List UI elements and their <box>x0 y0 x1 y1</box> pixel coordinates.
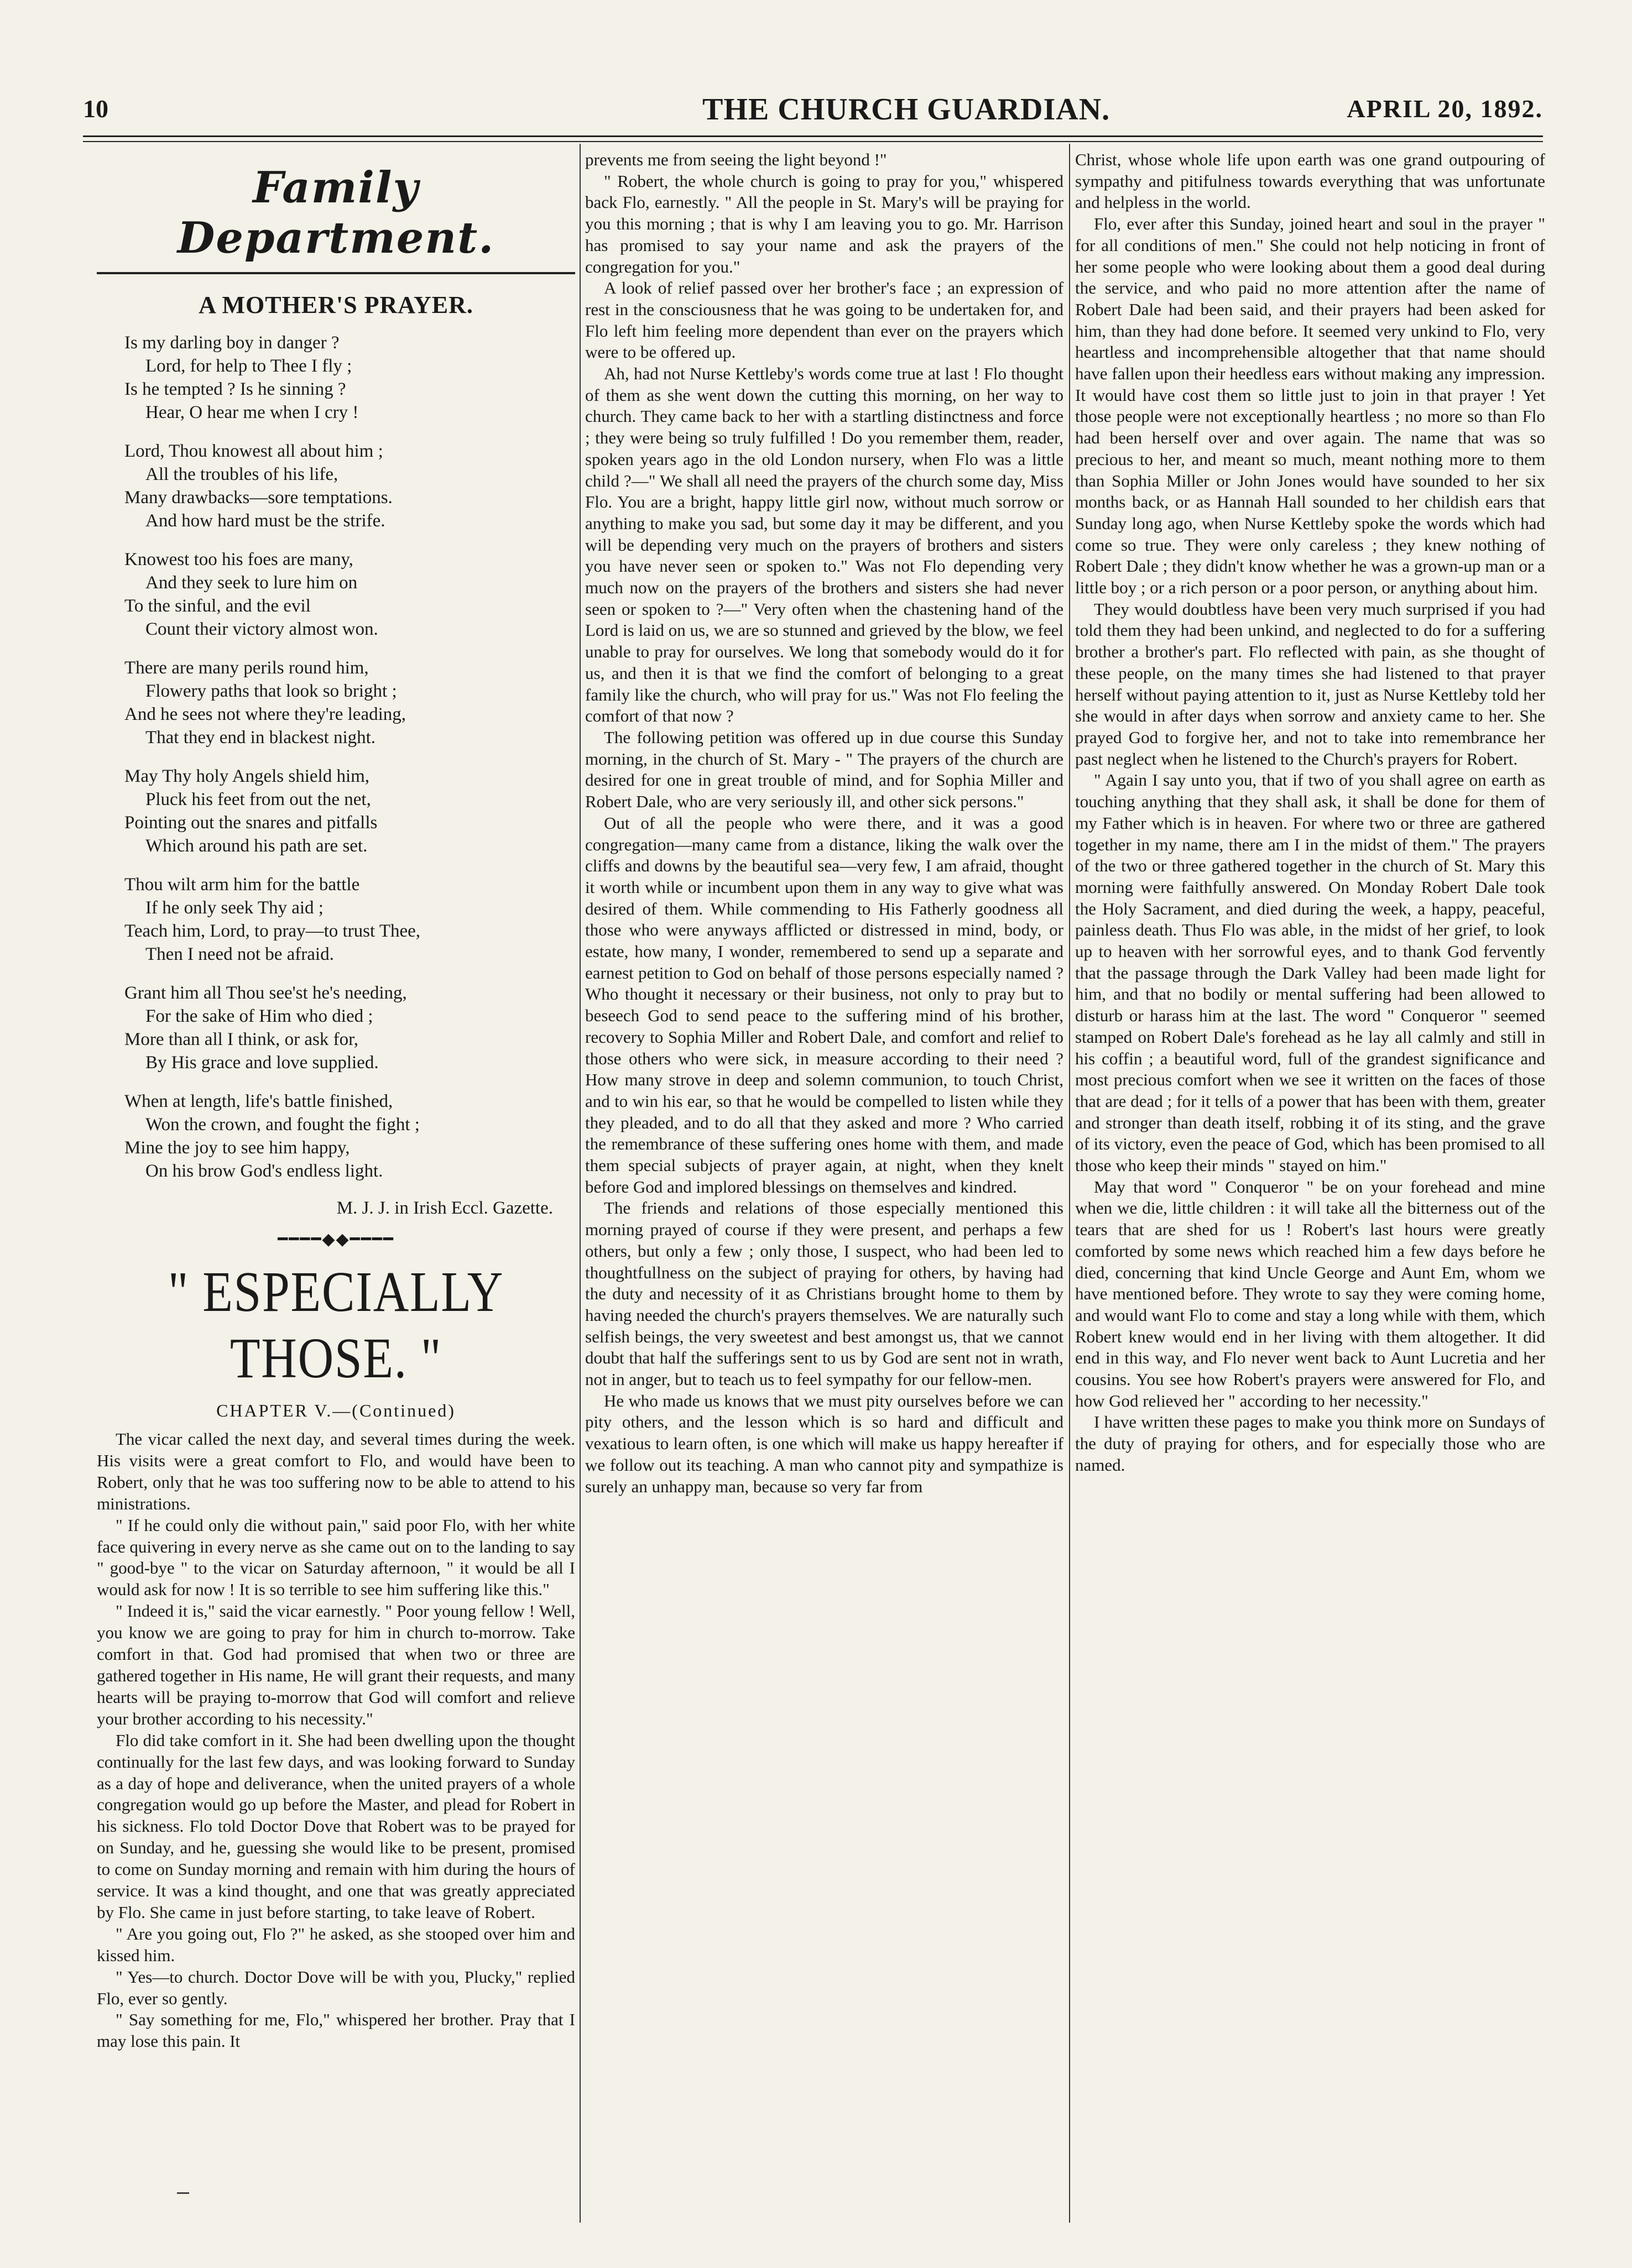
poem-stanza <box>124 331 575 424</box>
poem-stanza <box>124 548 575 641</box>
poem-line: If he only seek Thy aid ; <box>145 898 324 918</box>
poem-body <box>97 331 575 1183</box>
poem-stanza <box>124 440 575 532</box>
poem-line: More than all I think, or ask for, <box>124 1030 358 1049</box>
poem-title: A MOTHER'S PRAYER. <box>199 291 473 318</box>
column-2 <box>585 149 1063 1497</box>
story-paragraph: Ah, had not Nurse Kettleby's words come true at last ! Flo thought of them as she went down the cutting this morning, on her way to church. They came back to her with a startling distinctness and force ; they were being so truly fulfilled ! Do you remember them, reader, spoken years ago in the old London nursery, when Flo was a little child ?—" We shall all need the prayers of the church some day, Miss Flo. You are a bright, happy little girl now, without much sorrow or anything to make you sad, but some day it may be different, and you will be depending very much on the prayers of brothers and sisters you have never seen or spoken to." Was not Flo depending very much now on the prayers of the brothers and sisters she had never seen or spoken to ?—" Very often when the chastening hand of the Lord is laid on us, we are so stunned and grieved by the blow, we feel unable to pray for ourselves. We long that somebody would do it for us, and then it is that we find the comfort of belonging to a great family like the church, who will pray for us." Was not Flo feeling the comfort of that now ? <box>585 364 1063 726</box>
poem-line: Thou wilt arm him for the battle <box>124 875 360 895</box>
story-paragraph: He who made us knows that we must pity ourselves before we can pity others, and the lesson which is so hard and difficult and vexatious to learn often, is one which will make us happy hereafter if we follow out its teaching. A man who cannot pity and sympathize is surely an unhappy man, because so very far from <box>585 1391 1063 1496</box>
story-paragraph: " Again I say unto you, that if two of you shall agree on earth as touching anything that they shall ask, it shall be done for them of my Father which is in heaven. For where two or three are gathered together in my name, there am I in the midst of them." The prayers of the two or three gathered together in the church of St. Mary this morning were faithfully answered. On Monday Robert Dale took the Holy Sacrament, and died during the week, a happy, peaceful, painless death. Thus Flo was able, in the midst of her grief, to look up to heaven with her sorrowful eyes, and to thank God fervently that the passage through the Dark Valley had been made light for him, and that no bodily or mental suffering had been allowed to disturb or harass him at the last. The word " Conqueror " seemed stamped on Robert Dale's forehead as he lay all calmly and still in his coffin ; a beautiful word, full of the grandest significance and most precious comfort when we see it written on the faces of those that are dead ; for it tells of a power that has been with them, greater and stronger than death itself, robbing it of its sting, and the grave of its victory, even the peace of God, which has been promised to all those who keep their minds " stayed on him." <box>1075 770 1545 1175</box>
newspaper-title: THE CHURCH GUARDIAN. <box>702 92 1110 127</box>
poem-line: Which around his path are set. <box>145 836 368 856</box>
poem-line: Grant him all Thou see'st he's needing, <box>124 983 407 1003</box>
story-paragraph: Christ, whose whole life upon earth was one grand outpouring of sympathy and pitifulness towards everything that was unfortunate and helpless in the world. <box>1075 150 1545 212</box>
poem-line: For the sake of Him who died ; <box>145 1006 373 1026</box>
column-3 <box>1075 149 1545 1476</box>
column-1 <box>97 149 575 2052</box>
story-paragraph: " Are you going out, Flo ?" he asked, as she stooped over him and kissed him. <box>97 1924 575 1965</box>
story-paragraph: " Robert, the whole church is going to pray for you," whispered back Flo, earnestly. " All the people in St. Mary's will be praying for you this morning ; that is why I am leaving you to go. Mr. Harrison has promised to say your name and ask the prayers of the congregation for you." <box>585 171 1063 276</box>
story-paragraph: Flo did take comfort in it. She had been dwelling upon the thought continually for the last few days, and was looking forward to Sunday as a day of hope and deliverance, when the united prayers of a whole congregation would go up before the Master, and plead for Robert in his sickness. Flo told Doctor Dove that Robert was to be prayed for on Sunday, and he, guessing she would like to be present, promised to come on Sunday morning and remain with him during the hours of service. It was a kind thought, and one that was greatly appreciated by Flo. She came in just before starting, to take leave of Robert. <box>97 1730 575 1922</box>
poem-stanza <box>124 873 575 966</box>
chapter-heading: CHAPTER V.—(Continued) <box>216 1400 456 1420</box>
poem-line: All the troubles of his life, <box>145 464 338 484</box>
story-paragraph: The vicar called the next day, and several times during the week. His visits were a great comfort to Flo, and would have been to Robert, only that he was too suffering now to be able to attend to his ministrations. <box>97 1429 575 1513</box>
story-paragraph: Flo, ever after this Sunday, joined heart and soul in the prayer " for all conditions of men." She could not help noticing in front of her some people who were looking about them a good deal during the service, and who paid no more attention after the name of Robert Dale had been said, and their prayers had been asked for him, than they had done before. It seemed very unkind to Flo, very heartless and incomprehensible altogether that that name should have fallen upon their heedless ears without making any impression. It would have cost them so little just to join in that prayer ! Yet those people were not exceptionally heartless ; no more so than Flo had been herself over and over again. The name that was so precious to her, and meant so much, meant nothing more to them than Sophia Miller or John Jones would have sounded to her six months back, or as Hannah Hall sounded to her childish ears that Sunday long ago, when Nurse Kettleby spoke the words which had come so true. They were only careless ; they knew nothing of Robert Dale ; they didn't know whether he was a grown-up man or a little boy ; or a rich person or a poor person, or anything about him. <box>1075 214 1545 598</box>
poem-attribution: M. J. J. in Irish Eccl. Gazette. <box>336 1198 553 1218</box>
poem-line: And he sees not where they're leading, <box>124 704 406 724</box>
poem-line: Teach him, Lord, to pray—to trust Thee, <box>124 921 421 941</box>
poem-line: Count their victory almost won. <box>145 619 378 639</box>
poem-line: Flowery paths that look so bright ; <box>145 681 397 701</box>
issue-date: APRIL 20, 1892. <box>1347 95 1543 123</box>
poem-line: On his brow God's endless light. <box>145 1161 383 1181</box>
poem-line: Hear, O hear me when I cry ! <box>145 403 359 422</box>
poem-line: Knowest too his foes are many, <box>124 550 353 569</box>
department-title: Family Department. <box>177 163 495 263</box>
poem-line: That they end in blackest night. <box>145 728 376 748</box>
poem-stanza <box>124 656 575 749</box>
story-paragraph: I have written these pages to make you think more on Sundays of the duty of praying for others, and for especially those who are named. <box>1075 1412 1545 1475</box>
poem-stanza <box>124 981 575 1074</box>
poem-line: When at length, life's battle finished, <box>124 1091 393 1111</box>
column-1-text <box>97 1429 575 2052</box>
poem-line: Is he tempted ? Is he sinning ? <box>124 379 346 399</box>
header-rule-secondary <box>83 141 1543 142</box>
story-paragraph: " Yes—to church. Doctor Dove will be with you, Plucky," replied Flo, ever so gently. <box>97 1967 575 2008</box>
story-paragraph: Out of all the people who were there, and it was a good congregation—many came from a distance, liking the walk over the cliffs and downs by the beautiful sea—very few, I am afraid, thought it worth while or incumbent upon them in any way to give what was desired of them. While commending to His Fatherly goodness all those who were anyways afflicted or distressed in mind, body, or estate, how many, I wonder, remembered to send up a separate and earnest petition to God on behalf of those persons especially named ? Who thought it necessary or their business, not only to pray but to beseech God to send peace to the suffering mind of his brother, recovery to Sophia Miller and Robert Dale, and comfort and relief to those others who were sick, in measure according to their need ? How many strove in deep and solemn communion, to touch Christ, and to win his ear, so that he would be compelled to listen while they they pleaded, and to do all that they asked and more ? Who carried the remembrance of these suffering ones home with them, and made them special subjects of prayer again, at night, when they knelt before God and implored blessings on themselves and kindred. <box>585 813 1063 1196</box>
page-footer-mark <box>177 2192 189 2194</box>
story-paragraph: A look of relief passed over her brother's face ; an expression of rest in the consciousness that he was going to be undertaken for, and Flo left him feeling more dependent than ever on the prayers which were to be offered up. <box>585 278 1063 362</box>
story-paragraph: The friends and relations of those especially mentioned this morning prayed of course if they were present, and perhaps a few others, but only a few ; only those, I suspect, who had been led to thoughtfullness on the subject of praying for others, by having had the duty and necessity of it as Christians brought home to them by having needed the church's prayers themselves. We are naturally such selfish beings, the very sweetest and best amongst us, that we cannot doubt that half the sufferings sent to us by God are sent not in wrath, not in anger, but to teach us to feel sympathy for our fellow-men. <box>585 1198 1063 1389</box>
poem-line: Pointing out the snares and pitfalls <box>124 813 378 833</box>
ornamental-divider: ━━━━◆◆━━━━ <box>278 1230 394 1248</box>
poem-line: There are many perils round him, <box>124 658 369 678</box>
poem-line: Then I need not be afraid. <box>145 944 334 964</box>
story-paragraph: " If he could only die without pain," said poor Flo, with her white face quivering in every nerve as she came out on to the landing to say " good-bye " to the vicar on Saturday afternoon, " it would be all I would ask for now ! It is so terrible to see him suffering like this." <box>97 1515 575 1600</box>
column-2-text <box>585 149 1063 1497</box>
poem-line: Won the crown, and fought the fight ; <box>145 1115 420 1135</box>
story-paragraph: " Indeed it is," said the vicar earnestly. " Poor young fellow ! Well, you know we are going to pray for him in church to-morrow. Take comfort in that. God had promised that when two or three are gathered together in His name, He will grant their requests, and many hearts will be praying to-morrow that God will comfort and relieve your brother according to his necessity." <box>97 1601 575 1728</box>
poem-line: Lord, Thou knowest all about him ; <box>124 441 383 461</box>
page-number: 10 <box>83 95 108 123</box>
poem-stanza <box>124 765 575 858</box>
department-rule <box>97 272 575 274</box>
column-3-text <box>1075 149 1545 1476</box>
poem-line: Lord, for help to Thee I fly ; <box>145 356 352 376</box>
poem-line: And how hard must be the strife. <box>145 511 385 531</box>
poem-line: May Thy holy Angels shield him, <box>124 766 370 786</box>
story-title: " ESPECIALLY THOSE. " <box>168 1260 504 1390</box>
poem-line: Many drawbacks—sore temptations. <box>124 488 393 508</box>
story-paragraph: The following petition was offered up in due course this Sunday morning, in the church of St. Mary - " The prayers of the church are desired for one in great trouble of mind, and for Sophia Miller and Robert Dale, who are very seriously ill, and other sick persons." <box>585 727 1063 812</box>
story-paragraph: They would doubtless have been very much surprised if you had told them they had been unkind, and neglected to do for a suffering brother a brother's part. Flo reflected with pain, as she thought of these people, on the many times she had listened to that prayer herself without paying attention to it, just as Nurse Kettleby told her she would in after days when sorrow and anxiety came to her. She prayed God to forgive her, and not to take into remembrance her past neglect when he listened to the Church's prayers for Robert. <box>1075 599 1545 769</box>
poem-line: Pluck his feet from out the net, <box>145 790 371 809</box>
poem-line: Is my darling boy in danger ? <box>124 333 340 353</box>
poem-stanza <box>124 1090 575 1183</box>
story-paragraph: prevents me from seeing the light beyond !" <box>585 150 887 169</box>
poem-line: By His grace and love supplied. <box>145 1053 379 1073</box>
story-paragraph: " Say something for me, Flo," whispered her brother. Pray that I may lose this pain. It <box>97 2010 575 2051</box>
page-header <box>83 83 1543 133</box>
poem-line: To the sinful, and the evil <box>124 596 311 616</box>
header-rule <box>83 135 1543 137</box>
poem-line: And they seek to lure him on <box>145 573 358 593</box>
column-divider-2 <box>1069 144 1070 2223</box>
story-paragraph: May that word " Conqueror " be on your forehead and mine when we die, little children : it will take all the bitterness out of the tears that are shed for us ! Robert's last hours were greatly comforted by some news which reached him a few days before he died, concerning that kind Uncle George and Aunt Em, whom we have mentioned before. They wrote to say they were coming home, and would want Flo to come and stay a long while with them, which Robert knew would end in her living with them altogether. It did end in this way, and Flo never went back to Aunt Lucretia and her cousins. You see how Robert's prayers were answered for Flo, and how God relieved her " according to her necessity." <box>1075 1177 1545 1410</box>
poem-line: Mine the joy to see him happy, <box>124 1138 350 1158</box>
column-divider-1 <box>580 144 581 2223</box>
